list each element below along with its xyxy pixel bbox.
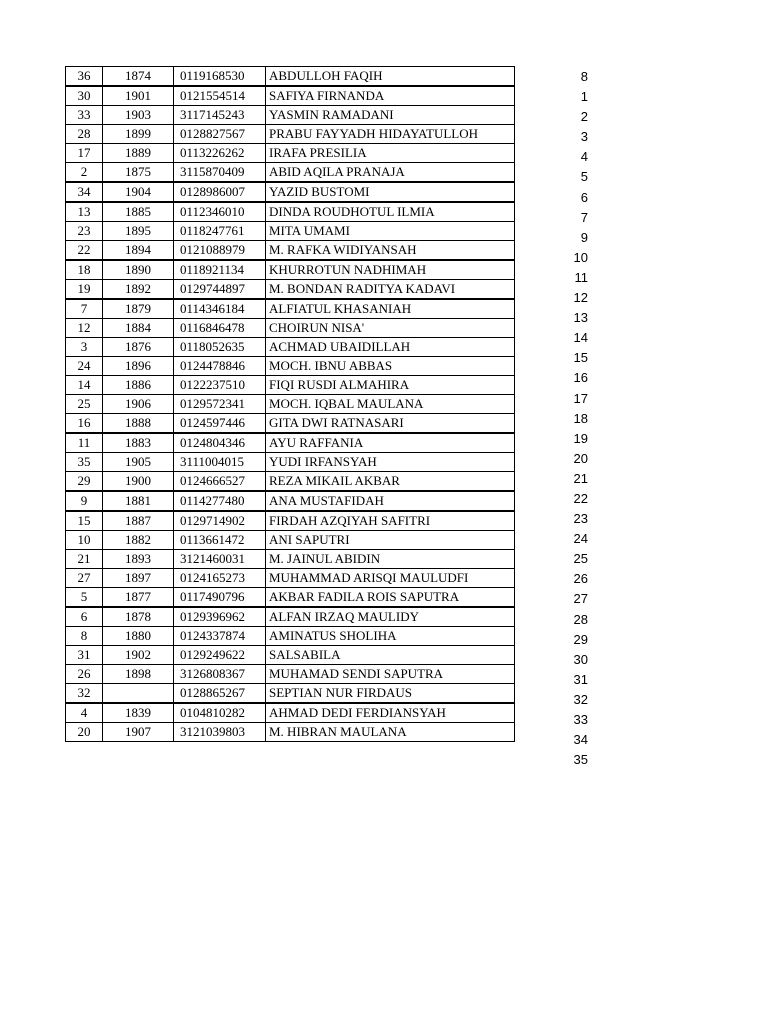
order-number: 20	[573, 450, 588, 466]
table-row	[66, 319, 515, 338]
row-number-cell: 26	[66, 665, 103, 684]
student-name-cell: GITA DWI RATNASARI	[266, 414, 515, 434]
student-name-cell: MOCH. IBNU ABBAS	[266, 357, 515, 376]
id-cell: 1897	[103, 569, 174, 588]
student-name-cell: IRAFA PRESILIA	[266, 144, 515, 163]
order-number: 16	[573, 370, 588, 386]
nis-cell: 0128865267	[174, 684, 266, 704]
nis-cell: 0118052635	[174, 338, 266, 357]
order-number: 3	[580, 129, 588, 145]
row-number-cell: 12	[66, 319, 103, 338]
order-number: 18	[573, 410, 588, 426]
student-name-cell: ALFAN IRZAQ MAULIDY	[266, 607, 515, 627]
order-number: 22	[573, 490, 588, 506]
row-number-cell: 5	[66, 588, 103, 608]
student-name-cell: SALSABILA	[266, 646, 515, 665]
row-number-cell: 10	[66, 531, 103, 550]
nis-cell: 0104810282	[174, 703, 266, 723]
order-number: 12	[573, 290, 588, 306]
order-number: 26	[573, 571, 588, 587]
student-name-cell: AKBAR FADILA ROIS SAPUTRA	[266, 588, 515, 608]
student-name-cell: ANI SAPUTRI	[266, 531, 515, 550]
table-row	[66, 280, 515, 300]
nis-cell: 0124597446	[174, 414, 266, 434]
id-cell: 1884	[103, 319, 174, 338]
nis-cell: 3111004015	[174, 453, 266, 472]
table-row	[66, 607, 515, 627]
row-number-cell: 8	[66, 627, 103, 646]
table-row	[66, 106, 515, 125]
student-name-cell: ANA MUSTAFIDAH	[266, 491, 515, 511]
id-cell: 1880	[103, 627, 174, 646]
id-cell: 1905	[103, 453, 174, 472]
row-number-cell: 11	[66, 433, 103, 453]
order-number: 25	[573, 551, 588, 567]
table-row	[66, 299, 515, 319]
row-number-cell: 19	[66, 280, 103, 300]
order-number: 17	[573, 390, 588, 406]
order-number: 31	[573, 671, 588, 687]
row-number-cell: 33	[66, 106, 103, 125]
order-number: 19	[573, 430, 588, 446]
nis-cell: 0129744897	[174, 280, 266, 300]
student-table	[65, 66, 515, 742]
order-number-column	[540, 66, 588, 769]
student-name-cell: YASMIN RAMADANI	[266, 106, 515, 125]
student-name-cell: MITA UMAMI	[266, 222, 515, 241]
id-cell: 1896	[103, 357, 174, 376]
nis-cell: 0118247761	[174, 222, 266, 241]
order-number: 7	[580, 209, 588, 225]
student-name-cell: MUHAMAD SENDI SAPUTRA	[266, 665, 515, 684]
order-number: 21	[573, 470, 588, 486]
nis-cell: 0129572341	[174, 395, 266, 414]
table-row	[66, 414, 515, 434]
row-number-cell: 36	[66, 67, 103, 87]
nis-cell: 0122237510	[174, 376, 266, 395]
row-number-cell: 21	[66, 550, 103, 569]
id-cell: 1881	[103, 491, 174, 511]
row-number-cell: 25	[66, 395, 103, 414]
student-name-cell: FIRDAH AZQIYAH SAFITRI	[266, 511, 515, 531]
order-number: 15	[573, 350, 588, 366]
table-row	[66, 511, 515, 531]
table-row	[66, 684, 515, 704]
id-cell: 1839	[103, 703, 174, 723]
nis-cell: 0118921134	[174, 260, 266, 280]
table-row	[66, 472, 515, 492]
nis-cell: 3115870409	[174, 163, 266, 183]
nis-cell: 0116846478	[174, 319, 266, 338]
nis-cell: 0114346184	[174, 299, 266, 319]
nis-cell: 0128986007	[174, 182, 266, 202]
nis-cell: 0129249622	[174, 646, 266, 665]
table-row	[66, 723, 515, 742]
order-number: 32	[573, 691, 588, 707]
id-cell: 1892	[103, 280, 174, 300]
row-number-cell: 31	[66, 646, 103, 665]
student-name-cell: ALFIATUL KHASANIAH	[266, 299, 515, 319]
nis-cell: 0129714902	[174, 511, 266, 531]
id-cell: 1902	[103, 646, 174, 665]
student-name-cell: CHOIRUN NISA'	[266, 319, 515, 338]
nis-cell: 3126808367	[174, 665, 266, 684]
nis-cell: 3117145243	[174, 106, 266, 125]
student-name-cell: ABID AQILA PRANAJA	[266, 163, 515, 183]
nis-cell: 0128827567	[174, 125, 266, 144]
row-number-cell: 13	[66, 202, 103, 222]
row-number-cell: 30	[66, 86, 103, 106]
id-cell: 1876	[103, 338, 174, 357]
row-number-cell: 14	[66, 376, 103, 395]
id-cell: 1901	[103, 86, 174, 106]
table-row	[66, 627, 515, 646]
row-number-cell: 27	[66, 569, 103, 588]
student-name-cell: M. RAFKA WIDIYANSAH	[266, 241, 515, 261]
order-number: 13	[573, 310, 588, 326]
nis-cell: 3121039803	[174, 723, 266, 742]
nis-cell: 0124804346	[174, 433, 266, 453]
table-row	[66, 531, 515, 550]
table-row	[66, 550, 515, 569]
row-number-cell: 3	[66, 338, 103, 357]
order-number: 23	[573, 511, 588, 527]
order-number: 29	[573, 631, 588, 647]
nis-cell: 0121088979	[174, 241, 266, 261]
table-row	[66, 86, 515, 106]
id-cell: 1898	[103, 665, 174, 684]
id-cell: 1894	[103, 241, 174, 261]
table-row	[66, 453, 515, 472]
table-row	[66, 433, 515, 453]
student-name-cell: MUHAMMAD ARISQI MAULUDFI	[266, 569, 515, 588]
row-number-cell: 15	[66, 511, 103, 531]
id-cell: 1907	[103, 723, 174, 742]
id-cell: 1885	[103, 202, 174, 222]
nis-cell: 0113661472	[174, 531, 266, 550]
student-name-cell: YAZID BUSTOMI	[266, 182, 515, 202]
row-number-cell: 2	[66, 163, 103, 183]
student-name-cell: AMINATUS SHOLIHA	[266, 627, 515, 646]
id-cell: 1887	[103, 511, 174, 531]
table-row	[66, 491, 515, 511]
nis-cell: 0117490796	[174, 588, 266, 608]
order-number: 8	[580, 69, 588, 84]
order-number: 24	[573, 531, 588, 547]
id-cell: 1900	[103, 472, 174, 492]
table-row	[66, 67, 515, 87]
table-row	[66, 202, 515, 222]
student-name-cell: FIQI RUSDI ALMAHIRA	[266, 376, 515, 395]
student-name-cell: AHMAD DEDI FERDIANSYAH	[266, 703, 515, 723]
student-name-cell: SAFIYA FIRNANDA	[266, 86, 515, 106]
row-number-cell: 35	[66, 453, 103, 472]
table-row	[66, 588, 515, 608]
table-row	[66, 144, 515, 163]
id-cell: 1886	[103, 376, 174, 395]
order-number: 30	[573, 651, 588, 667]
id-cell: 1889	[103, 144, 174, 163]
order-number: 33	[573, 712, 588, 727]
id-cell: 1877	[103, 588, 174, 608]
order-number: 6	[580, 189, 588, 205]
nis-cell: 0129396962	[174, 607, 266, 627]
row-number-cell: 7	[66, 299, 103, 319]
id-cell: 1879	[103, 299, 174, 319]
order-number: 10	[573, 249, 588, 265]
order-number: 14	[573, 330, 588, 346]
table-row	[66, 357, 515, 376]
student-name-cell: KHURROTUN NADHIMAH	[266, 260, 515, 280]
id-cell: 1903	[103, 106, 174, 125]
id-cell: 1875	[103, 163, 174, 183]
row-number-cell: 34	[66, 182, 103, 202]
id-cell: 1895	[103, 222, 174, 241]
student-name-cell: PRABU FAYYADH HIDAYATULLOH	[266, 125, 515, 144]
row-number-cell: 22	[66, 241, 103, 261]
table-row	[66, 665, 515, 684]
nis-cell: 0124478846	[174, 357, 266, 376]
id-cell: 1899	[103, 125, 174, 144]
row-number-cell: 18	[66, 260, 103, 280]
student-name-cell: ACHMAD UBAIDILLAH	[266, 338, 515, 357]
table-row	[66, 125, 515, 144]
nis-cell: 0124337874	[174, 627, 266, 646]
row-number-cell: 9	[66, 491, 103, 511]
row-number-cell: 17	[66, 144, 103, 163]
row-number-cell: 28	[66, 125, 103, 144]
nis-cell: 0121554514	[174, 86, 266, 106]
table-row	[66, 395, 515, 414]
student-name-cell: SEPTIAN NUR FIRDAUS	[266, 684, 515, 704]
table-row	[66, 703, 515, 723]
table-row	[66, 338, 515, 357]
row-number-cell: 20	[66, 723, 103, 742]
student-name-cell: ABDULLOH FAQIH	[266, 67, 515, 87]
table-row	[66, 222, 515, 241]
order-number: 5	[580, 169, 588, 185]
table-row	[66, 376, 515, 395]
table-row	[66, 569, 515, 588]
order-number: 1	[580, 89, 588, 105]
id-cell: 1906	[103, 395, 174, 414]
id-cell: 1883	[103, 433, 174, 453]
row-number-cell: 16	[66, 414, 103, 434]
id-cell: 1874	[103, 67, 174, 87]
order-number: 11	[574, 269, 588, 285]
nis-cell: 0124666527	[174, 472, 266, 492]
student-name-cell: MOCH. IQBAL MAULANA	[266, 395, 515, 414]
student-name-cell: M. HIBRAN MAULANA	[266, 723, 515, 742]
student-name-cell: REZA MIKAIL AKBAR	[266, 472, 515, 492]
table-row	[66, 241, 515, 261]
id-cell: 1878	[103, 607, 174, 627]
order-number: 9	[580, 229, 588, 245]
row-number-cell: 29	[66, 472, 103, 492]
table-row	[66, 260, 515, 280]
student-name-cell: AYU RAFFANIA	[266, 433, 515, 453]
id-cell: 1890	[103, 260, 174, 280]
id-cell: 1888	[103, 414, 174, 434]
id-cell: 1893	[103, 550, 174, 569]
nis-cell: 0119168530	[174, 67, 266, 87]
nis-cell: 0112346010	[174, 202, 266, 222]
student-name-cell: M. BONDAN RADITYA KADAVI	[266, 280, 515, 300]
nis-cell: 0113226262	[174, 144, 266, 163]
id-cell	[103, 684, 174, 704]
row-number-cell: 32	[66, 684, 103, 704]
table-row	[66, 163, 515, 183]
order-number: 27	[573, 591, 588, 607]
student-name-cell: YUDI IRFANSYAH	[266, 453, 515, 472]
row-number-cell: 4	[66, 703, 103, 723]
nis-cell: 0124165273	[174, 569, 266, 588]
row-number-cell: 23	[66, 222, 103, 241]
order-number: 4	[580, 149, 588, 165]
order-number: 28	[573, 611, 588, 627]
table-row	[66, 182, 515, 202]
row-number-cell: 24	[66, 357, 103, 376]
order-number: 35	[573, 752, 588, 768]
order-number: 2	[580, 109, 588, 125]
nis-cell: 3121460031	[174, 550, 266, 569]
student-name-cell: M. JAINUL ABIDIN	[266, 550, 515, 569]
id-cell: 1882	[103, 531, 174, 550]
table-row	[66, 646, 515, 665]
id-cell: 1904	[103, 182, 174, 202]
order-number: 34	[573, 732, 588, 748]
nis-cell: 0114277480	[174, 491, 266, 511]
row-number-cell: 6	[66, 607, 103, 627]
student-name-cell: DINDA ROUDHOTUL ILMIA	[266, 202, 515, 222]
student-table-body	[66, 67, 515, 742]
